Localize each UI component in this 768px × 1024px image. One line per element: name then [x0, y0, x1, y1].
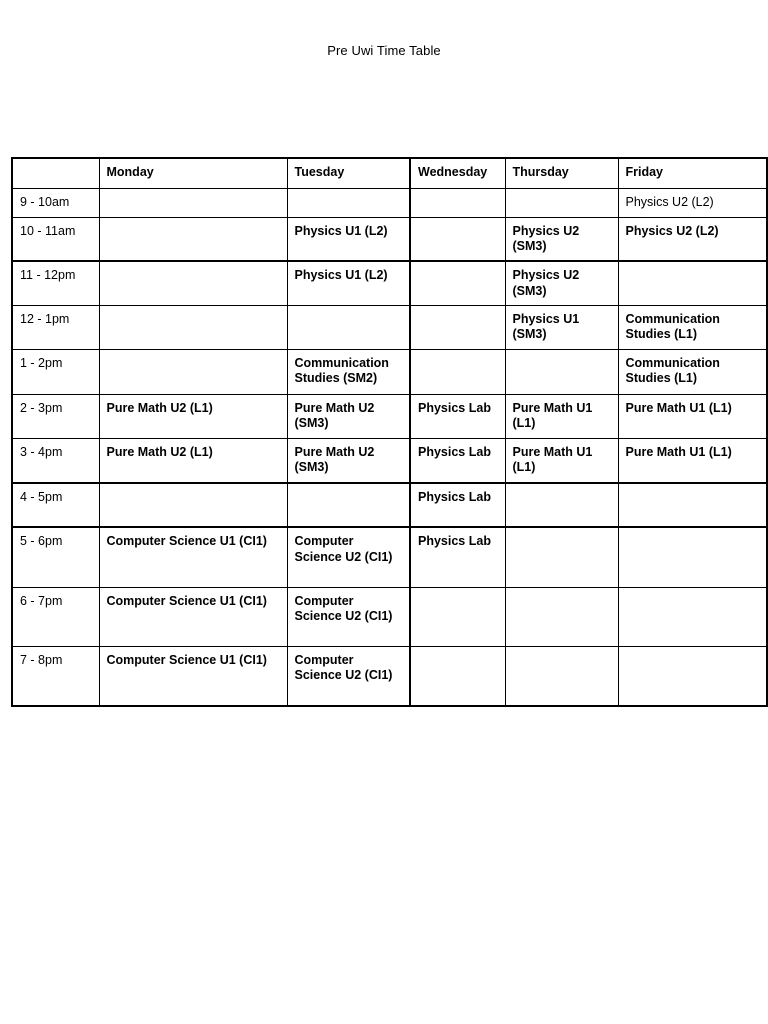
class-cell-monday — [99, 188, 287, 217]
class-cell-tuesday — [287, 188, 410, 217]
time-slot-cell: 3 - 4pm — [12, 438, 99, 483]
class-cell-monday: Computer Science U1 (CI1) — [99, 527, 287, 587]
class-cell-tuesday — [287, 305, 410, 349]
class-cell-monday: Pure Math U2 (L1) — [99, 394, 287, 438]
class-cell-monday: Pure Math U2 (L1) — [99, 438, 287, 483]
time-slot-cell: 1 - 2pm — [12, 349, 99, 394]
class-cell-friday: Communication Studies (L1) — [618, 349, 767, 394]
class-cell-friday — [618, 646, 767, 706]
time-slot-cell: 7 - 8pm — [12, 646, 99, 706]
table-row — [12, 646, 767, 706]
class-cell-thursday: Pure Math U1 (L1) — [505, 438, 618, 483]
class-cell-tuesday: Computer Science U2 (CI1) — [287, 587, 410, 646]
class-cell-monday — [99, 349, 287, 394]
table-row — [12, 587, 767, 646]
class-cell-friday — [618, 587, 767, 646]
table-row — [12, 483, 767, 527]
header-cell-wednesday: Wednesday — [410, 158, 505, 188]
class-cell-tuesday: Pure Math U2 (SM3) — [287, 394, 410, 438]
class-cell-wednesday: Physics Lab — [410, 527, 505, 587]
table-row — [12, 349, 767, 394]
class-cell-monday: Computer Science U1 (CI1) — [99, 646, 287, 706]
table-row — [12, 305, 767, 349]
time-slot-cell: 6 - 7pm — [12, 587, 99, 646]
class-cell-wednesday — [410, 305, 505, 349]
class-cell-tuesday: Pure Math U2 (SM3) — [287, 438, 410, 483]
document-title: Pre Uwi Time Table — [327, 43, 441, 58]
class-cell-wednesday — [410, 587, 505, 646]
class-cell-thursday — [505, 527, 618, 587]
table-row — [12, 188, 767, 217]
header-cell-thursday: Thursday — [505, 158, 618, 188]
class-cell-wednesday — [410, 188, 505, 217]
class-cell-thursday — [505, 483, 618, 527]
class-cell-wednesday — [410, 217, 505, 261]
class-cell-tuesday: Communication Studies (SM2) — [287, 349, 410, 394]
class-cell-tuesday: Computer Science U2 (CI1) — [287, 646, 410, 706]
header-cell-monday: Monday — [99, 158, 287, 188]
class-cell-wednesday: Physics Lab — [410, 394, 505, 438]
class-cell-wednesday — [410, 349, 505, 394]
class-cell-tuesday — [287, 483, 410, 527]
header-row — [12, 158, 767, 188]
class-cell-wednesday — [410, 261, 505, 305]
class-cell-friday — [618, 261, 767, 305]
class-cell-thursday: Physics U1 (SM3) — [505, 305, 618, 349]
class-cell-tuesday: Physics U1 (L2) — [287, 217, 410, 261]
class-cell-friday: Pure Math U1 (L1) — [618, 438, 767, 483]
class-cell-tuesday: Computer Science U2 (CI1) — [287, 527, 410, 587]
time-slot-cell: 2 - 3pm — [12, 394, 99, 438]
time-slot-cell: 10 - 11am — [12, 217, 99, 261]
time-slot-cell: 4 - 5pm — [12, 483, 99, 527]
class-cell-monday — [99, 261, 287, 305]
header-cell-friday: Friday — [618, 158, 767, 188]
class-cell-wednesday: Physics Lab — [410, 438, 505, 483]
time-slot-cell: 12 - 1pm — [12, 305, 99, 349]
timetable — [11, 157, 768, 707]
time-slot-cell: 9 - 10am — [12, 188, 99, 217]
time-slot-cell: 5 - 6pm — [12, 527, 99, 587]
class-cell-thursday — [505, 587, 618, 646]
class-cell-monday — [99, 483, 287, 527]
class-cell-thursday — [505, 646, 618, 706]
class-cell-monday — [99, 217, 287, 261]
table-row — [12, 394, 767, 438]
class-cell-thursday: Physics U2 (SM3) — [505, 217, 618, 261]
time-slot-cell: 11 - 12pm — [12, 261, 99, 305]
header-cell-tuesday: Tuesday — [287, 158, 410, 188]
class-cell-monday: Computer Science U1 (CI1) — [99, 587, 287, 646]
class-cell-thursday: Physics U2 (SM3) — [505, 261, 618, 305]
class-cell-thursday: Pure Math U1 (L1) — [505, 394, 618, 438]
class-cell-friday — [618, 527, 767, 587]
class-cell-thursday — [505, 188, 618, 217]
class-cell-monday — [99, 305, 287, 349]
class-cell-thursday — [505, 349, 618, 394]
class-cell-friday: Pure Math U1 (L1) — [618, 394, 767, 438]
table-row — [12, 217, 767, 261]
table-row — [12, 527, 767, 587]
class-cell-wednesday — [410, 646, 505, 706]
table-row — [12, 261, 767, 305]
class-cell-friday: Physics U2 (L2) — [618, 188, 767, 217]
class-cell-wednesday: Physics Lab — [410, 483, 505, 527]
class-cell-friday — [618, 483, 767, 527]
class-cell-friday: Physics U2 (L2) — [618, 217, 767, 261]
class-cell-friday: Communication Studies (L1) — [618, 305, 767, 349]
class-cell-tuesday: Physics U1 (L2) — [287, 261, 410, 305]
table-row — [12, 438, 767, 483]
header-cell-corner — [12, 158, 99, 188]
